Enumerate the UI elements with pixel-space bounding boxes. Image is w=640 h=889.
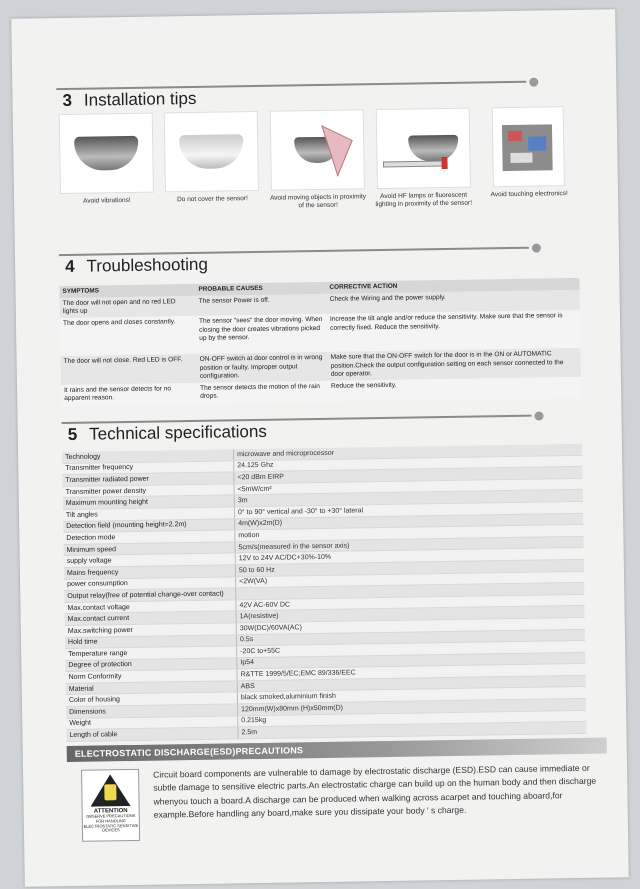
section-header-technical	[62, 415, 532, 446]
spec-value: microwave and microprocessor	[234, 444, 583, 461]
tip-caption: Avoid touching electronics!	[490, 190, 568, 199]
spec-name: Color of housing	[66, 692, 238, 706]
spec-name: Temperature range	[65, 646, 237, 660]
manual-page	[11, 9, 629, 886]
section-number: 4	[64, 256, 75, 276]
spec-name: Weight	[66, 715, 238, 729]
cause-cell: The sensor "sees" the door moving. When closing the door creates vibrations picked up by the sensor.	[196, 314, 328, 354]
circuit-board-icon	[498, 116, 559, 177]
section-title: Installation tips	[83, 88, 197, 110]
symptom-cell: The door opens and closes constantly.	[60, 316, 197, 356]
sensor-vibration-image	[59, 113, 154, 194]
troubleshooting-table	[59, 278, 581, 406]
spec-name: Output relay(free of potential change-over contact)	[64, 588, 236, 602]
cause-cell: The sensor Power is off.	[196, 294, 327, 317]
tip-item	[268, 109, 367, 231]
cause-cell: The sensor detects the motion of the rain drops.	[197, 381, 328, 404]
spec-name: supply voltage	[64, 553, 236, 567]
spec-name: Max.contact current	[65, 611, 237, 625]
moving-object-icon	[317, 120, 358, 181]
spec-name: Technology	[62, 449, 234, 463]
symptom-cell: It rains and the sensor detects for no apparent reason.	[61, 383, 197, 406]
spec-name: Transmitter radiated power	[62, 472, 234, 486]
spec-value: 0.5s	[236, 629, 585, 646]
spec-value: ABS	[237, 675, 586, 692]
section-header-troubleshooting	[59, 247, 529, 278]
installation-tips	[57, 106, 579, 234]
symptom-cell: The door will not close. Red LED is OFF.	[61, 354, 197, 385]
section-title: Troubleshooting	[86, 254, 209, 276]
spec-value: 12V to 24V AC/DC+30%-10%	[235, 548, 584, 565]
logo-subtitle: OBSERVE PRECAUTIONS FOR HANDLING ELECTROSTATIC SENSITIVE DEVICES	[83, 812, 139, 833]
tip-item	[373, 108, 472, 230]
action-cell: Check the Wiring and the power supply.	[327, 290, 580, 314]
spec-value: 4m(W)x2m(D)	[235, 513, 584, 530]
sensor-moving-objects-image	[270, 109, 365, 190]
spec-name: Transmitter power density	[63, 484, 235, 498]
spec-name: Max.contact voltage	[64, 600, 236, 614]
tip-item	[479, 106, 578, 228]
section-number: 3	[62, 90, 73, 111]
spec-value: motion	[235, 525, 584, 542]
spec-name: Hold time	[65, 634, 237, 648]
symptom-cell: The door will not open and no red LED lights up	[60, 296, 196, 319]
spec-name: Maximum mounting height	[63, 495, 235, 509]
lamp-icon	[381, 149, 451, 180]
action-cell: Increase the tilt angle and/or reduce the sensitivity. Make sure that the sensor is correctly fixed. Reduce the sensitivity.	[327, 310, 581, 352]
tip-item	[162, 111, 261, 233]
esd-header: ELECTROSTATIC DISCHARGE(ESD)PRECAUTIONS	[67, 738, 607, 762]
sensor-hf-lamp-image	[375, 108, 470, 189]
spec-value: -20C to+55C	[237, 640, 586, 657]
spec-name: Degree of protection	[65, 658, 237, 672]
esd-paragraph: Circuit board components are vulnerable to damage by electrostatic discharge (ESD).ESD can cause immediate or subtle damage to sensitive electric parts.An electrostatic charge can build up on the human body and then discharge whenyou touch a board.A discharge can be produced when walking across acarpet and touching aboard,for example.Before handling any board,make sure you dissipate your body ' s charge.	[153, 762, 597, 820]
spec-name: Tilt angles	[63, 507, 235, 521]
header-dot-icon	[529, 78, 538, 87]
spec-value: <2W(VA)	[236, 571, 585, 588]
header-dot-icon	[534, 411, 543, 420]
spec-value: 24.125 Ghz	[234, 455, 583, 472]
column-header: SYMPTOMS	[59, 284, 195, 298]
spec-value: Ip54	[237, 652, 586, 669]
spec-value: R&TTE 1999/5/EC;EMC 89/336/EEC	[237, 664, 586, 681]
spec-value: 5cm/s(measured in the sensor axis)	[235, 536, 584, 553]
spec-value: 2.5m	[238, 722, 587, 739]
spec-name: Mains frequency	[64, 565, 236, 579]
tip-caption: Avoid moving objects in proximity of the sensor!	[270, 193, 367, 210]
spec-name: Length of cable	[66, 727, 238, 741]
spec-name: Max.switching power	[65, 623, 237, 637]
sensor-cover-image	[164, 111, 259, 192]
spec-value: 3m	[234, 490, 583, 507]
column-header: PROBABLE CAUSES	[195, 282, 326, 296]
section-number: 5	[67, 424, 78, 444]
specs-table	[62, 444, 586, 742]
spec-value: 120mm(W)x80mm (H)x50mm(D)	[238, 698, 587, 715]
electronics-image	[492, 106, 565, 187]
column-header: CORRECTIVE ACTION	[326, 278, 579, 294]
esd-warning-logo	[81, 769, 140, 842]
spec-name: Material	[66, 681, 238, 695]
logo-title: ATTENTION	[93, 808, 128, 815]
spec-value: <20 dBm EIRP	[234, 467, 583, 484]
spec-value: <5mW/cm²	[234, 478, 583, 495]
spec-value: 0.215kg	[238, 710, 587, 727]
spec-value: black smoked,aluminium finish	[237, 687, 586, 704]
spec-value: 42V AC-60V DC	[236, 594, 585, 611]
spec-name: Norm Conformity	[65, 669, 237, 683]
tip-caption: Avoid HF lamps or fluorescent lighting in proximity of the sensor!	[375, 191, 473, 209]
action-cell: Reduce the sensitivity.	[328, 377, 581, 401]
warning-triangle-icon	[90, 774, 130, 807]
spec-name: Detection mode	[63, 530, 235, 544]
header-dot-icon	[532, 244, 541, 253]
spec-name: Dimensions	[66, 704, 238, 718]
action-cell: Make sure that the ON-OFF switch for the door is in the ON or AUTOMATIC position.Check the output configuration setting on each sensor connected to the door operator.	[327, 348, 580, 381]
tip-caption: Avoid vibrations!	[83, 196, 131, 205]
cause-cell: ON-OFF switch at door control is in wrong position or faulty. Improper output configuration.	[197, 352, 328, 383]
spec-value: 1A(resistive)	[236, 606, 585, 623]
spec-value: 30W(DC)/60VA(AC)	[236, 617, 585, 634]
spec-name: Detection field (mounting height=2.2m)	[63, 518, 235, 532]
spec-name: Transmitter frequency	[62, 460, 234, 474]
spec-name: power consumption	[64, 576, 236, 590]
tip-item	[57, 113, 156, 235]
spec-name: Minimum speed	[63, 542, 235, 556]
spec-value: 50 to 60 Hz	[235, 559, 584, 576]
section-title: Technical specifications	[89, 421, 268, 444]
tip-caption: Do not cover the sensor!	[176, 195, 248, 204]
spec-value: 0° to 90° vertical and -30° to +30° lateral	[234, 501, 583, 518]
